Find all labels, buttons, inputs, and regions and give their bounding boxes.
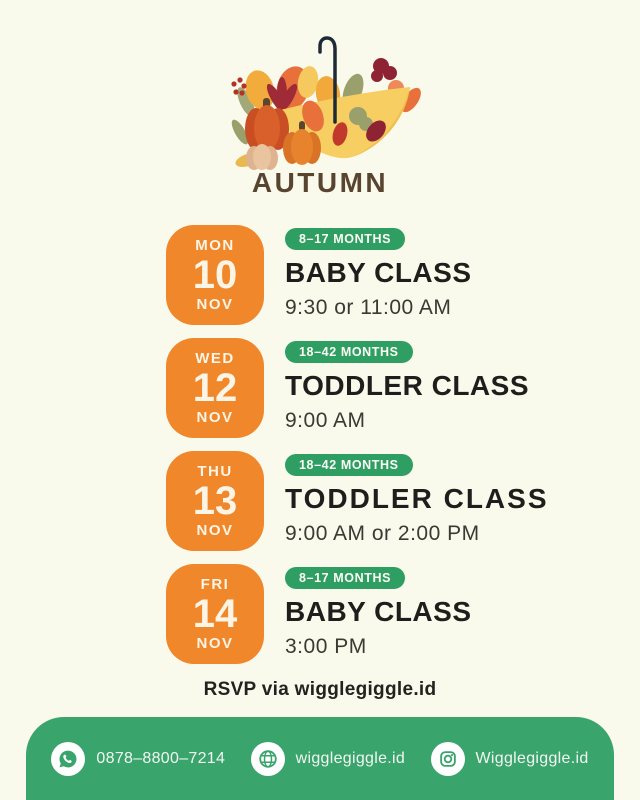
month-label: NOV [196, 635, 234, 652]
website-url: wigglegiggle.id [295, 749, 406, 767]
class-info [285, 564, 472, 664]
date-number: 13 [192, 479, 238, 523]
globe-icon [251, 742, 285, 776]
age-range-badge: 18–42 MONTHS [285, 341, 413, 363]
date-number: 10 [192, 253, 238, 297]
schedule-row-mon-10 [166, 225, 549, 325]
class-info [285, 451, 549, 551]
age-range-badge: 8–17 MONTHS [285, 228, 405, 250]
class-name: BABY CLASS [285, 596, 472, 627]
whatsapp-number: 0878–8800–7214 [96, 749, 226, 767]
date-badge [166, 451, 264, 551]
day-label: WED [195, 350, 235, 367]
instagram-handle: Wigglegiggle.id [475, 749, 589, 767]
class-name: BABY CLASS [285, 257, 472, 288]
class-name: TODDLER CLASS [285, 370, 529, 401]
schedule-row-thu-13 [166, 451, 549, 551]
whatsapp-icon [51, 742, 85, 776]
day-label: FRI [200, 576, 230, 593]
instagram-contact[interactable] [431, 742, 589, 776]
date-badge [166, 564, 264, 664]
month-label: NOV [196, 409, 234, 426]
instagram-icon [431, 742, 465, 776]
class-name: TODDLER CLASS [285, 483, 549, 514]
umbrella-bouquet-icon [218, 36, 422, 174]
class-time: 9:00 AM or 2:00 PM [285, 522, 480, 545]
day-label: THU [197, 463, 233, 480]
contact-footer-bar [26, 717, 614, 800]
date-badge [166, 338, 264, 438]
age-range-badge: 8–17 MONTHS [285, 567, 405, 589]
day-label: MON [195, 237, 235, 254]
schedule-row-wed-12 [166, 338, 549, 438]
schedule-row-fri-14 [166, 564, 549, 664]
class-time: 9:00 AM [285, 409, 366, 432]
website-contact[interactable] [251, 742, 405, 776]
date-number: 12 [192, 366, 238, 410]
age-range-badge: 18–42 MONTHS [285, 454, 413, 476]
class-time: 3:00 PM [285, 635, 367, 658]
month-label: NOV [196, 296, 234, 313]
whatsapp-contact[interactable] [51, 742, 225, 776]
month-label: NOV [196, 522, 234, 539]
rsvp-text: RSVP via wigglegiggle.id [203, 679, 437, 700]
class-time: 9:30 or 11:00 AM [285, 296, 452, 319]
class-info [285, 338, 529, 438]
class-schedule-list [166, 225, 549, 664]
class-info [285, 225, 472, 325]
date-number: 14 [192, 592, 238, 636]
page-title: AUTUMN [251, 167, 389, 198]
date-badge [166, 225, 264, 325]
autumn-umbrella-illustration [218, 36, 422, 174]
